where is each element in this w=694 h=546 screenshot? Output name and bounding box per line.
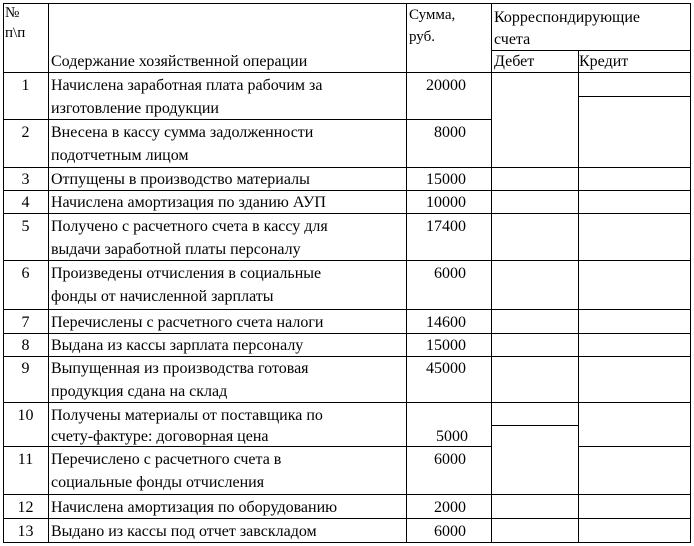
row-sum: 15000 bbox=[426, 171, 466, 188]
header-corr-line1: Корреспондирующие bbox=[494, 9, 641, 26]
row-sum: 10000 bbox=[426, 194, 466, 211]
row-content-line2: изготовление продукции bbox=[51, 100, 219, 117]
row-content-line1: Отпущены в производство материалы bbox=[51, 171, 310, 188]
row-number: 12 bbox=[17, 499, 34, 516]
row-number: 1 bbox=[21, 77, 30, 94]
grid-line bbox=[578, 446, 691, 447]
row-content-line2: социальные фонды отчисления bbox=[51, 474, 265, 491]
row-sum: 5000 bbox=[436, 428, 468, 445]
row-content-line1: Выпущенная из производства готовая bbox=[51, 360, 309, 377]
grid-line bbox=[491, 3, 492, 543]
grid-line bbox=[3, 356, 691, 357]
row-content-line1: Начислена заработная плата рабочим за bbox=[51, 77, 323, 94]
row-number: 10 bbox=[17, 407, 34, 424]
row-number: 5 bbox=[21, 218, 30, 235]
grid-line bbox=[3, 402, 691, 403]
row-content-line2: фонды от начисленной зарплаты bbox=[51, 288, 274, 305]
header-debit: Дебет bbox=[494, 53, 535, 70]
row-content-line2: счету-фактуре: договорная цена bbox=[51, 428, 269, 445]
row-content-line1: Начислена амортизация по оборудованию bbox=[51, 499, 338, 516]
row-number: 9 bbox=[21, 360, 30, 377]
grid-line bbox=[3, 119, 491, 120]
row-sum: 8000 bbox=[434, 124, 466, 141]
row-sum: 15000 bbox=[426, 337, 466, 354]
header-corr-line2: счета bbox=[494, 31, 531, 48]
grid-line bbox=[3, 446, 491, 447]
row-sum: 20000 bbox=[426, 77, 466, 94]
row-content-line1: Выдана из кассы зарплата персоналу bbox=[51, 337, 304, 354]
row-content-line1: Выдано из кассы под отчет завскладом bbox=[51, 523, 317, 540]
header-credit: Кредит bbox=[579, 53, 629, 70]
row-content-line1: Перечислено с расчетного счета в bbox=[51, 451, 282, 468]
row-content-line2: продукция сдана на склад bbox=[51, 383, 228, 400]
row-content-line1: Внесена в кассу сумма задолженности bbox=[51, 124, 314, 141]
grid-line bbox=[3, 167, 691, 168]
grid-line bbox=[3, 309, 691, 310]
row-number: 7 bbox=[21, 314, 30, 331]
row-sum: 45000 bbox=[426, 360, 466, 377]
row-number: 2 bbox=[21, 124, 30, 141]
header-num-line1: № bbox=[5, 5, 20, 21]
row-sum: 6000 bbox=[434, 451, 466, 468]
row-content-line1: Произведены отчисления в социальные bbox=[51, 265, 322, 282]
grid-line bbox=[48, 3, 49, 543]
grid-line bbox=[3, 190, 691, 191]
grid-line bbox=[3, 494, 691, 495]
row-content-line1: Начислена амортизация по зданию АУП bbox=[51, 194, 326, 211]
header-content: Содержание хозяйственной операции bbox=[51, 53, 308, 70]
row-sum: 17400 bbox=[426, 218, 466, 235]
header-sum-line2: руб. bbox=[409, 29, 435, 45]
row-content-line2: выдачи заработной платы персоналу bbox=[51, 241, 301, 258]
grid-line bbox=[3, 518, 691, 519]
row-content-line2: подотчетным лицом bbox=[51, 147, 189, 164]
row-content-line1: Получено с расчетного счета в кассу для bbox=[51, 218, 328, 235]
row-number: 6 bbox=[21, 265, 30, 282]
grid-line bbox=[3, 542, 691, 543]
row-sum: 6000 bbox=[434, 523, 466, 540]
row-number: 13 bbox=[17, 523, 34, 540]
grid-line bbox=[578, 50, 579, 543]
header-sum-line1: Сумма, bbox=[409, 7, 456, 23]
row-sum: 2000 bbox=[434, 499, 466, 516]
row-number: 4 bbox=[21, 194, 30, 211]
row-content-line1: Получены материалы от поставщика по bbox=[51, 407, 323, 424]
grid-line bbox=[491, 425, 578, 426]
grid-line bbox=[3, 333, 691, 334]
row-number: 8 bbox=[21, 337, 30, 354]
row-content-line1: Перечислены с расчетного счета налоги bbox=[51, 314, 324, 331]
grid-line bbox=[3, 72, 691, 73]
grid-line bbox=[3, 213, 691, 214]
row-sum: 14600 bbox=[426, 314, 466, 331]
header-num-line2: п\п bbox=[5, 25, 26, 41]
row-number: 3 bbox=[21, 171, 30, 188]
grid-line bbox=[690, 3, 691, 543]
grid-line bbox=[3, 3, 691, 4]
grid-line bbox=[406, 3, 407, 543]
grid-line bbox=[3, 3, 4, 543]
grid-line bbox=[578, 96, 691, 97]
grid-line bbox=[3, 260, 691, 261]
grid-line bbox=[491, 50, 691, 51]
row-sum: 6000 bbox=[434, 265, 466, 282]
row-number: 11 bbox=[17, 451, 34, 468]
